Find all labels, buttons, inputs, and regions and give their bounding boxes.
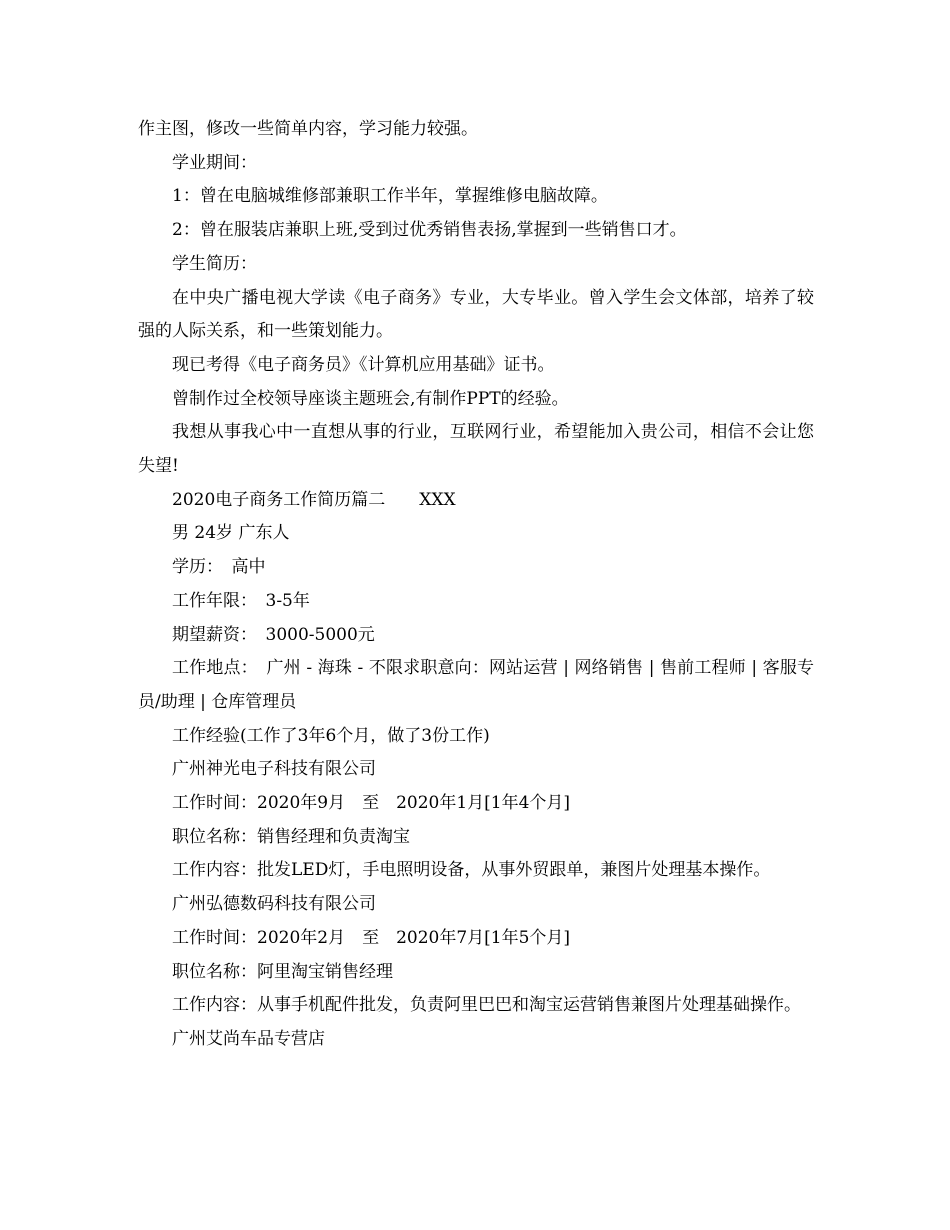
heading-study-period: 学业期间： <box>172 152 257 173</box>
field-work-years: 工作年限： 3-5年 <box>172 590 310 611</box>
paragraph-ppt-experience: 曾制作过全校领导座谈主题班会,有制作PPT的经验。 <box>172 388 569 409</box>
resume-body <box>138 113 814 1057</box>
company-2-duties: 工作内容：从事手机配件批发，负责阿里巴巴和淘宝运营销售兼图片处理基础操作。 <box>172 995 801 1016</box>
personal-info: 男 24岁 广东人 <box>172 523 290 544</box>
work-experience-summary: 工作经验(工作了3年6个月，做了3份工作) <box>172 725 490 746</box>
heading-student-resume: 学生简历： <box>172 253 257 274</box>
field-expected-salary: 期望薪资： 3000-5000元 <box>172 624 375 645</box>
paragraph-career-wish: 我想从事我心中一直想从事的行业，互联网行业，希望能加入贵公司，相信不会让您失望! <box>138 422 814 477</box>
study-item-1: 1：曾在电脑城维修部兼职工作半年，掌握维修电脑故障。 <box>172 186 608 207</box>
company-1-position: 职位名称：销售经理和负责淘宝 <box>172 826 410 847</box>
company-2-period: 工作时间：2020年2月 至 2020年7月[1年5个月] <box>172 927 571 948</box>
company-1-name: 广州神光电子科技有限公司 <box>172 759 376 780</box>
field-education: 学历： 高中 <box>172 557 266 578</box>
paragraph-certificates: 现已考得《电子商务员》《计算机应用基础》证书。 <box>172 354 555 375</box>
section-title-resume-two: 2020电子商务工作简历篇二 XXX <box>172 489 456 510</box>
company-3-name: 广州艾尚车品专营店 <box>172 1028 325 1049</box>
company-1-period: 工作时间：2020年9月 至 2020年1月[1年4个月] <box>172 793 571 814</box>
company-2-name: 广州弘德数码科技有限公司 <box>172 894 376 915</box>
company-2-position: 职位名称：阿里淘宝销售经理 <box>172 961 393 982</box>
study-item-2: 2：曾在服装店兼职上班,受到过优秀销售表扬,掌握到一些销售口才。 <box>172 220 687 241</box>
company-1-duties: 工作内容：批发LED灯，手电照明设备，从事外贸跟单，兼图片处理基本操作。 <box>172 860 771 881</box>
paragraph-education: 在中央广播电视大学读《电子商务》专业，大专毕业。曾入学生会文体部，培养了较强的人际关系，和一些策划能力。 <box>138 287 814 342</box>
field-work-location: 工作地点： 广州 - 海珠 - 不限求职意向：网站运营 | 网络销售 | 售前工程师 | 客服专员/助理 | 仓库管理员 <box>138 658 814 712</box>
paragraph-intro-continuation: 作主图，修改一些简单内容，学习能力较强。 <box>138 119 478 139</box>
